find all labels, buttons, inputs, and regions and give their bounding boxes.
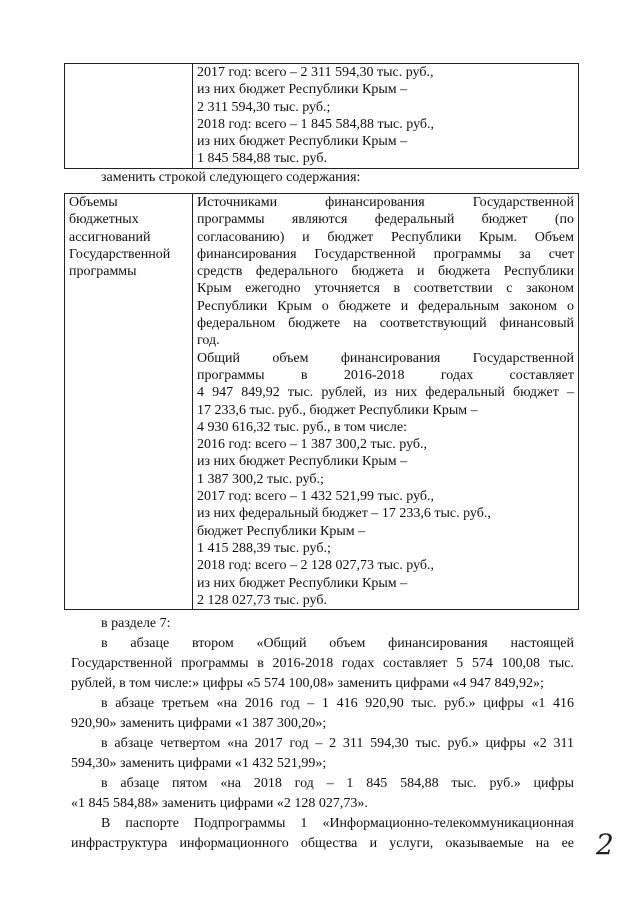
- paragraph-line: в абзаце пятом «на 2018 год – 1 845 584,88 тыс. руб.» цифры: [101, 776, 574, 791]
- table-line: 2 128 027,73 тыс. руб.: [197, 592, 327, 608]
- label-line: бюджетных: [69, 212, 139, 228]
- paragraph-line: в абзаце втором «Общий объем финансирования настоящей: [101, 636, 574, 651]
- table-line: федеральном бюджете на соответствующий финансовый: [197, 316, 574, 332]
- label-line: ассигнований: [69, 229, 151, 245]
- table-cell-label: [65, 194, 193, 610]
- handwritten-page-mark: 2: [596, 828, 614, 861]
- table-line: 4 947 849,92 тыс. рублей, из них федеральный бюджет –: [197, 385, 574, 401]
- table-cell-left-empty: [65, 64, 193, 169]
- table-line: программы являются федеральный бюджет (по: [197, 212, 574, 228]
- continued-table: [64, 63, 579, 169]
- table-row: [65, 64, 579, 169]
- table-line: Крым ежегодно уточняется в соответствии с законом: [197, 281, 574, 297]
- paragraph-line: в абзаце четвертом «на 2017 год – 2 311 594,30 тыс. руб.» цифры «2 311: [101, 736, 574, 751]
- paragraph-line: В паспорте Подпрограммы 1 «Информационно-телекоммуникационная: [101, 816, 574, 831]
- table-line: средств федерального бюджета и бюджета Республики: [197, 264, 574, 280]
- table-line: 2018 год: всего – 1 845 584,88 тыс. руб.,: [197, 116, 435, 132]
- paragraph-line: 920,90» заменить цифрами «1 387 300,20»;: [71, 716, 327, 731]
- table-line: программы в 2016-2018 годах составляет: [197, 367, 574, 383]
- label-line: Объемы: [69, 195, 118, 210]
- table-line: из них федеральный бюджет – 17 233,6 тыс. руб.,: [197, 506, 491, 522]
- table-row: [65, 194, 579, 610]
- table-line: Республики Крым о бюджете и федеральным законом о: [197, 298, 574, 314]
- paragraph-line: в абзаце третьем «на 2016 год – 1 416 920,90 тыс. руб.» цифры «1 416: [101, 696, 574, 711]
- table-line: 2017 год: всего – 2 311 594,30 тыс. руб.,: [197, 65, 434, 80]
- table-cell-right: [193, 64, 579, 169]
- table-line: 2 311 594,30 тыс. руб.;: [197, 99, 331, 115]
- paragraph-line: рублей, в том числе:» цифры «5 574 100,08» заменить цифрами «4 947 849,92»;: [71, 676, 544, 691]
- section-heading: в разделе 7:: [101, 616, 171, 631]
- budget-table: [64, 193, 579, 610]
- table-line: 4 930 616,32 тыс. руб., в том числе:: [197, 419, 407, 435]
- paragraph-line: «1 845 584,88» заменить цифрами «2 128 027,73».: [71, 796, 368, 811]
- table-line: из них бюджет Республики Крым –: [197, 82, 408, 98]
- table-line: согласованию) и бюджет Республики Крым. Объем: [197, 229, 574, 245]
- table-line: из них бюджет Республики Крым –: [197, 454, 408, 470]
- table-line: 1 845 584,88 тыс. руб.: [197, 151, 327, 167]
- table-line: Источниками финансирования Государственной: [197, 195, 574, 210]
- label-line: программы: [69, 264, 137, 280]
- table-line: 1 387 300,2 тыс. руб.;: [197, 471, 324, 487]
- table-line: 2018 год: всего – 2 128 027,73 тыс. руб.,: [197, 558, 435, 574]
- table-line: год.: [197, 333, 220, 349]
- table-line: 2017 год: всего – 1 432 521,99 тыс. руб.,: [197, 489, 435, 505]
- table-line: из них бюджет Республики Крым –: [197, 134, 408, 150]
- table-line: 2016 год: всего – 1 387 300,2 тыс. руб.,: [197, 437, 428, 453]
- table-line: финансирования Государственной программы за счет: [197, 246, 574, 262]
- table-line: 1 415 288,39 тыс. руб.;: [197, 540, 331, 556]
- table-line: Общий объем финансирования Государственной: [197, 350, 574, 366]
- table-line: 17 233,6 тыс. руб., бюджет Республики Крым –: [197, 402, 478, 418]
- table-cell-content: [193, 194, 579, 610]
- paragraph-line: 594,30» заменить цифрами «1 432 521,99»;: [71, 756, 327, 771]
- label-line: Государственной: [69, 246, 171, 262]
- table-line: из них бюджет Республики Крым –: [197, 575, 408, 591]
- paragraph-line: Государственной программы в 2016-2018 годах составляет 5 574 100,08 тыс.: [71, 656, 574, 671]
- table-line: бюджет Республики Крым –: [197, 523, 366, 539]
- replace-intro: заменить строкой следующего содержания:: [101, 170, 361, 185]
- paragraph-line: инфраструктура информационного общества и услуги, оказываемые на ее: [71, 836, 574, 851]
